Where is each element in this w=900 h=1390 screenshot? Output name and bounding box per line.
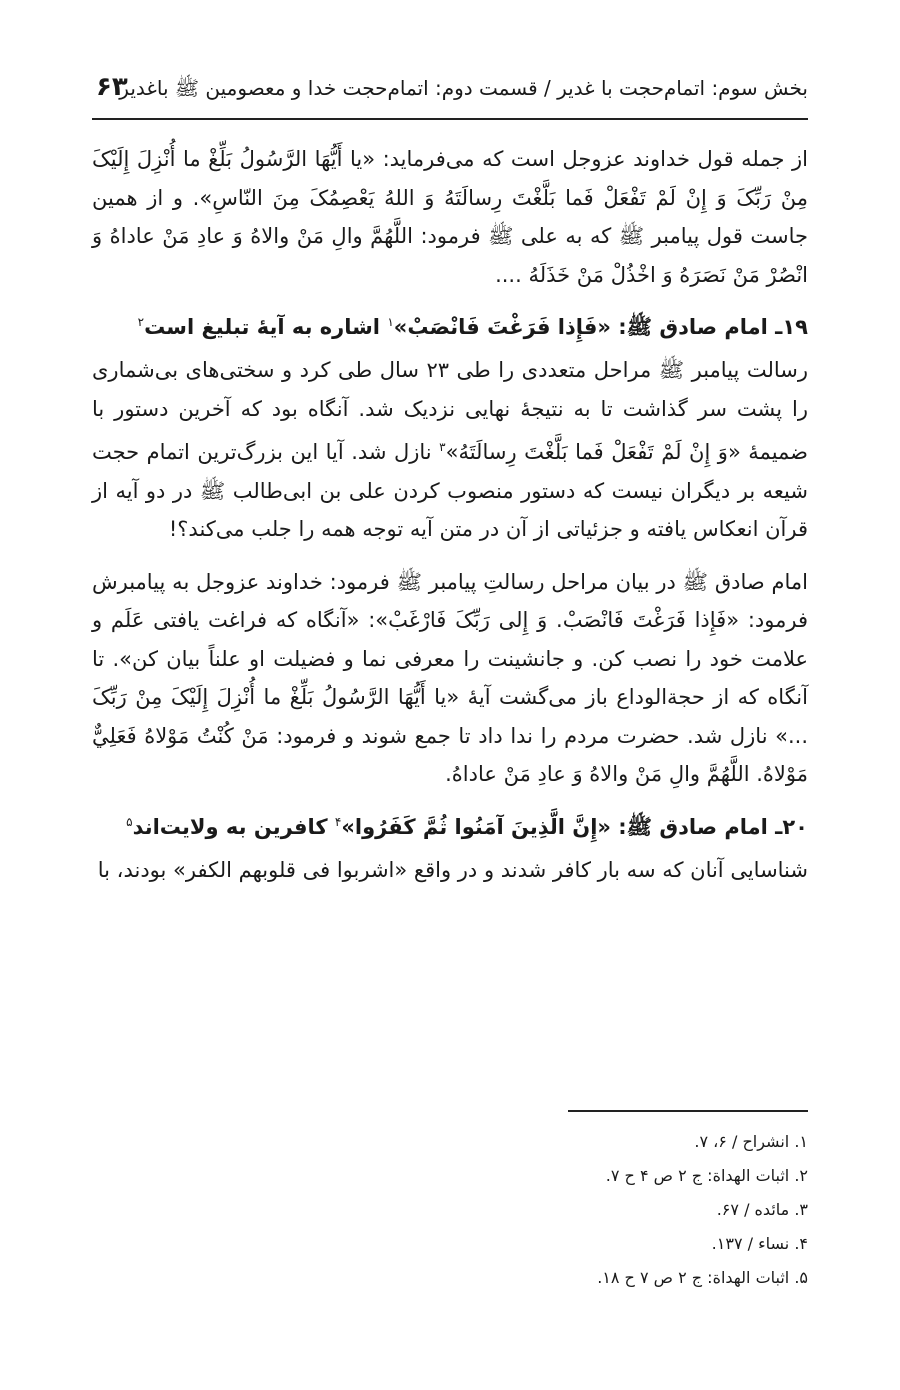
section-heading-20: [92, 802, 808, 847]
heading-20-text: ۲۰ـ امام صادق ﷺ: «إِنَّ الَّذِینَ آمَنُوا ثُمَّ كَفَرُوا»: [341, 814, 808, 839]
paragraph-intro: از جمله قول خداوند عزوجل است که می‌فرماید: «یا أَیُّهَا الرَّسُولُ بَلِّغْ ما أُنْزِلَ إِلَیْکَ مِنْ رَبِّکَ وَ إِنْ لَمْ تَفْعَلْ فَما بَلَّغْتَ رِسالَتَهُ وَ اللهُ یَعْصِمُکَ مِنَ النّاسِ». و از همین جاست قول پیامبر ﷺ که به علی ﷺ فرمود: اللَّهُمَّ والِ مَنْ والاهُ وَ عادِ مَنْ عاداهُ وَ انْصُرْ مَنْ نَصَرَهُ وَ اخْذُلْ مَنْ خَذَلَهُ ....: [92, 147, 808, 287]
paragraph-risalat: [92, 351, 808, 549]
heading-20-tail: کافرین به ولایت‌اند: [132, 814, 335, 839]
footnote-1: ۱. انشراح / ۶، ۷.: [694, 1132, 808, 1151]
footnote-ref-4[interactable]: ۴: [334, 814, 342, 829]
footnotes: [408, 1125, 808, 1295]
paragraph-risalat-part2: نازل شد. آیا این بزرگ‌ترین اتمام حجت شیعه بر دیگران نیست که دستور منصوب کردن علی بن ابی‌طالب ﷺ در دو آیه از قرآن انعکاس یافته و جزئیاتی از آن در متن آیه توجه همه را جلب می‌کند؟!: [92, 440, 808, 541]
header-divider: [92, 118, 808, 120]
footnote-divider: [568, 1110, 808, 1112]
footnote-5: ۵. اثبات الهداة: ج ۲ ص ۷ ح ۱۸.: [597, 1268, 808, 1287]
footnote-ref-2[interactable]: ۲: [137, 315, 145, 329]
page-number: ۶۳: [96, 72, 128, 102]
paragraph-risalat-part1: رسالت پیامبر ﷺ مراحل متعددی را طی ۲۳ سال طی کرد و سختی‌های بی‌شماری را پشت سر گذاشت تا به نتیجهٔ نهایی نزدیک شد. آنگاه بود که آخرین دستور با ضمیمهٔ «وَ إِنْ لَمْ تَفْعَلْ فَما بَلَّغْتَ رِسالَتَهُ»: [92, 358, 808, 464]
paragraph-kafirin: شناسایی آنان که سه بار کافر شدند و در واقع «اشربوا فی قلوبهم الکفر» بودند، با: [97, 857, 808, 882]
footnote-2: ۲. اثبات الهداة: ج ۲ ص ۴ ح ۷.: [605, 1166, 808, 1185]
footnote-ref-3[interactable]: ۳: [439, 440, 446, 454]
footnote-ref-5[interactable]: ۵: [126, 814, 133, 829]
footnote-3: ۳. مائده / ۶۷.: [716, 1200, 808, 1219]
footnote-ref-1[interactable]: ۱: [387, 315, 394, 329]
main-text: [92, 140, 808, 889]
running-header: [92, 72, 808, 112]
header-title: بخش سوم: اتمام‌حجت با غدیر / قسمت دوم: اتمام‌حجت خدا و معصومین ﷺ باغدیر: [119, 76, 808, 100]
heading-19-text: ۱۹ـ امام صادق ﷺ: «فَإِذا فَرَغْتَ فَانْصَبْ»: [393, 315, 808, 339]
paragraph-imam-sadiq: امام صادق ﷺ در بیان مراحل رسالتِ پیامبر ﷺ فرمود: خداوند عزوجل به پیامبرش فرمود: «فَإِذا فَرَغْتَ فَانْصَبْ. وَ إِلى رَبِّکَ فَارْغَبْ»: «آنگاه که فراغت یافتی عَلَم و علامت خود را نصب کن. و جانشینت را معرفی نما و فضیلت او علناً بیان کن». تا آنگاه که از حجةالوداع باز می‌گشت آیهٔ «یا أَیُّهَا الرَّسُولُ بَلِّغْ ما أُنْزِلَ إِلَیْکَ مِنْ رَبِّکَ ...» نازل شد. حضرت مردم را ندا داد تا جمع شوند و فرمود: مَنْ كُنْتُ مَوْلاهُ فَعَلِيٌّ مَوْلاهُ. اللَّهُمَّ والِ مَنْ والاهُ وَ عادِ مَنْ عاداهُ.: [92, 569, 808, 786]
section-heading-19: [92, 302, 808, 347]
footnote-4: ۴. نساء / ۱۳۷.: [711, 1234, 808, 1253]
heading-19-tail: اشاره به آیهٔ تبلیغ است: [144, 315, 388, 339]
